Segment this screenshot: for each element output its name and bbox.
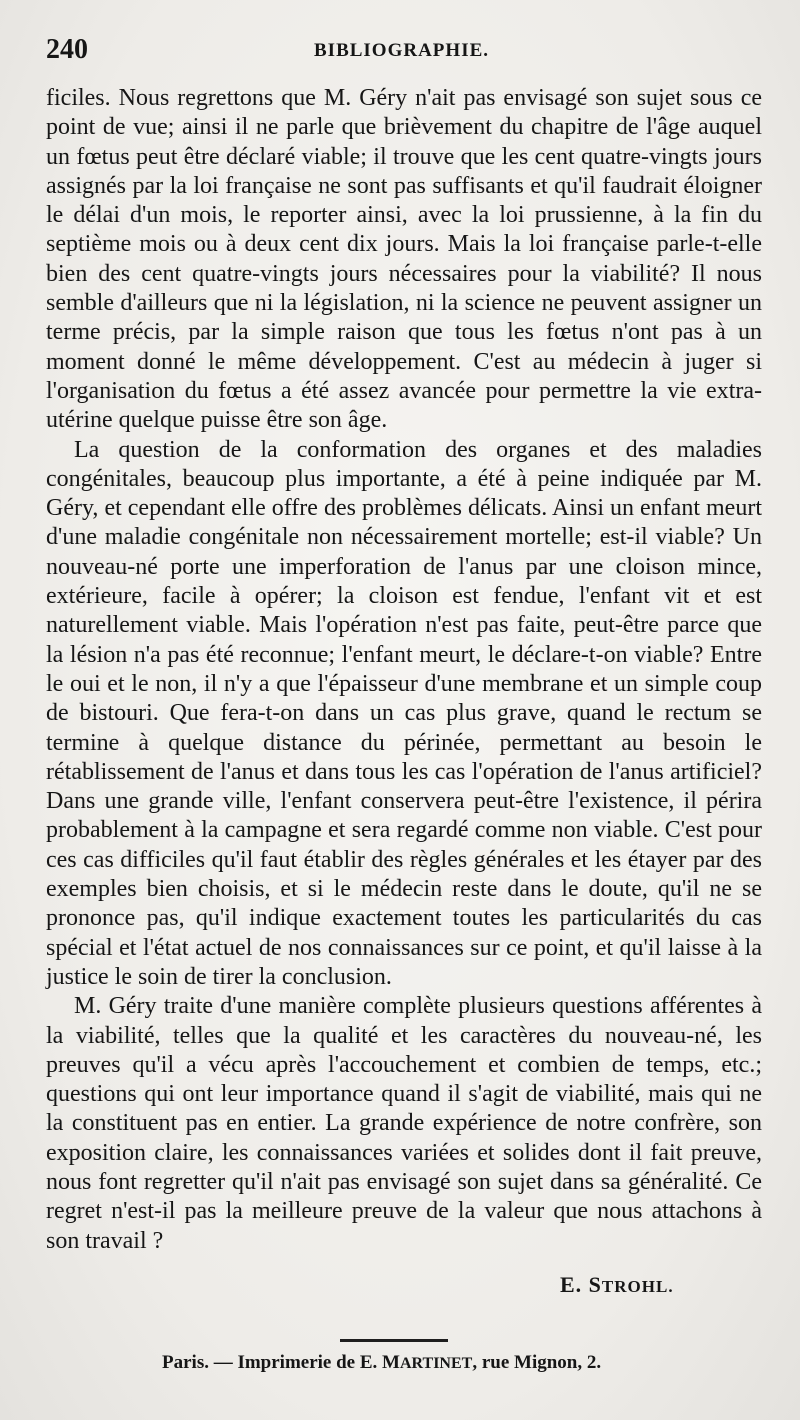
paragraph-conformation: La question de la conformation des organes et des maladies congénitales, beaucoup plus importante, a été à peine indiquée par M. Géry, et cependant elle offre des problèmes délicats. Ainsi un enfant meurt d'une maladie congénitale non nécessairement mortelle; est-il viable? Un nouveau-né porte une imperforation de l'anus par une cloison mince, extérieure, facile à opérer; la cloison est fendue, l'enfant vit et est naturellement viable. Mais l'opération n'est pas faite, peut-être parce que la lésion n'a pas été reconnue; l'enfant meurt, le déclare-t-on viable? Entre le oui et le non, il n'y a que l'épaisseur d'une membrane et un simple coup de bistouri. Que fera-t-on dans un cas plus grave, quand le rectum se termine à quelque distance du périnée, permettant au besoin le rétablissement de l'anus et dans tous les cas l'opération de l'anus artificiel? Dans une grande ville, l'enfant conservera peut-être l'existence, il périra probablement à la campagne et sera regardé comme non viable. C'est pour ces cas difficiles qu'il faut établir des règles générales et les étayer par des exemples bien choisis, et si le médecin reste dans le doute, qu'il ne se prononce pas, qu'il indique exactement toutes les particularités du cas spécial et l'état actuel de nos connaissances sur ce point, et qu'il laisse à la justice le soin de tirer la conclusion. xyxy=(46,436,762,990)
printer-imprint xyxy=(162,1352,601,1374)
section-title: BIBLIOGRAPHIE. xyxy=(314,40,490,61)
running-head xyxy=(46,34,762,68)
paragraph-continued: ficiles. Nous regrettons que M. Géry n'ait pas envisagé son sujet sous ce point de vue; ainsi il ne parle que brièvement du chapitre de l'âge auquel un fœtus peut être déclaré viable; il trouve que les cent quatre-vingts jours assignés par la loi française ne sont pas suffisants et qu'il faudrait éloigner le délai d'un mois, le reporter ainsi, avec la loi prussienne, à la fin du septième mois ou à deux cent dix jours. Mais la loi française parle-t-elle bien des cent quatre-vingts jours nécessaires pour la viabilité? Il nous semble d'ailleurs que ni la législation, ni la science ne peuvent assigner un terme précis, par la simple raison que tous les fœtus n'ont pas à un moment donné le même développement. C'est au médecin à juger si l'organisation du fœtus a été assez avancée pour permettre la vie extra-utérine quelque puisse être son âge. xyxy=(46,85,762,434)
paragraph-conclusion: M. Géry traite d'une manière complète plusieurs questions afférentes à la viabilité, telles que la qualité et les caractères du nouveau-né, les preuves qu'il a vécu après l'accouchement et combien de temps, etc.; questions qui ont leur importance quand il s'agit de viabilité, mais qui ne la constituent pas en entier. La grande expérience de notre confrère, son exposition claire, les connaissances variées et solides dont il fait preuve, nous font regretter qu'il n'ait pas envisagé son sujet dans sa généralité. Ce regret n'est-il pas la meilleure preuve de la valeur que nous attachons à son travail ? xyxy=(46,993,762,1254)
body-text xyxy=(46,84,762,1256)
signature-surname: TROHL. xyxy=(601,1277,674,1296)
imprint-printer-name: ARTINET xyxy=(399,1355,473,1372)
closing-rule xyxy=(340,1339,448,1342)
signature-initial: E. S xyxy=(560,1272,602,1297)
page-number: 240 xyxy=(46,34,88,65)
author-signature xyxy=(560,1272,674,1298)
imprint-lead: Paris. — Imprimerie de E. M xyxy=(162,1352,400,1373)
imprint-address: , rue Mignon, 2. xyxy=(472,1352,602,1373)
